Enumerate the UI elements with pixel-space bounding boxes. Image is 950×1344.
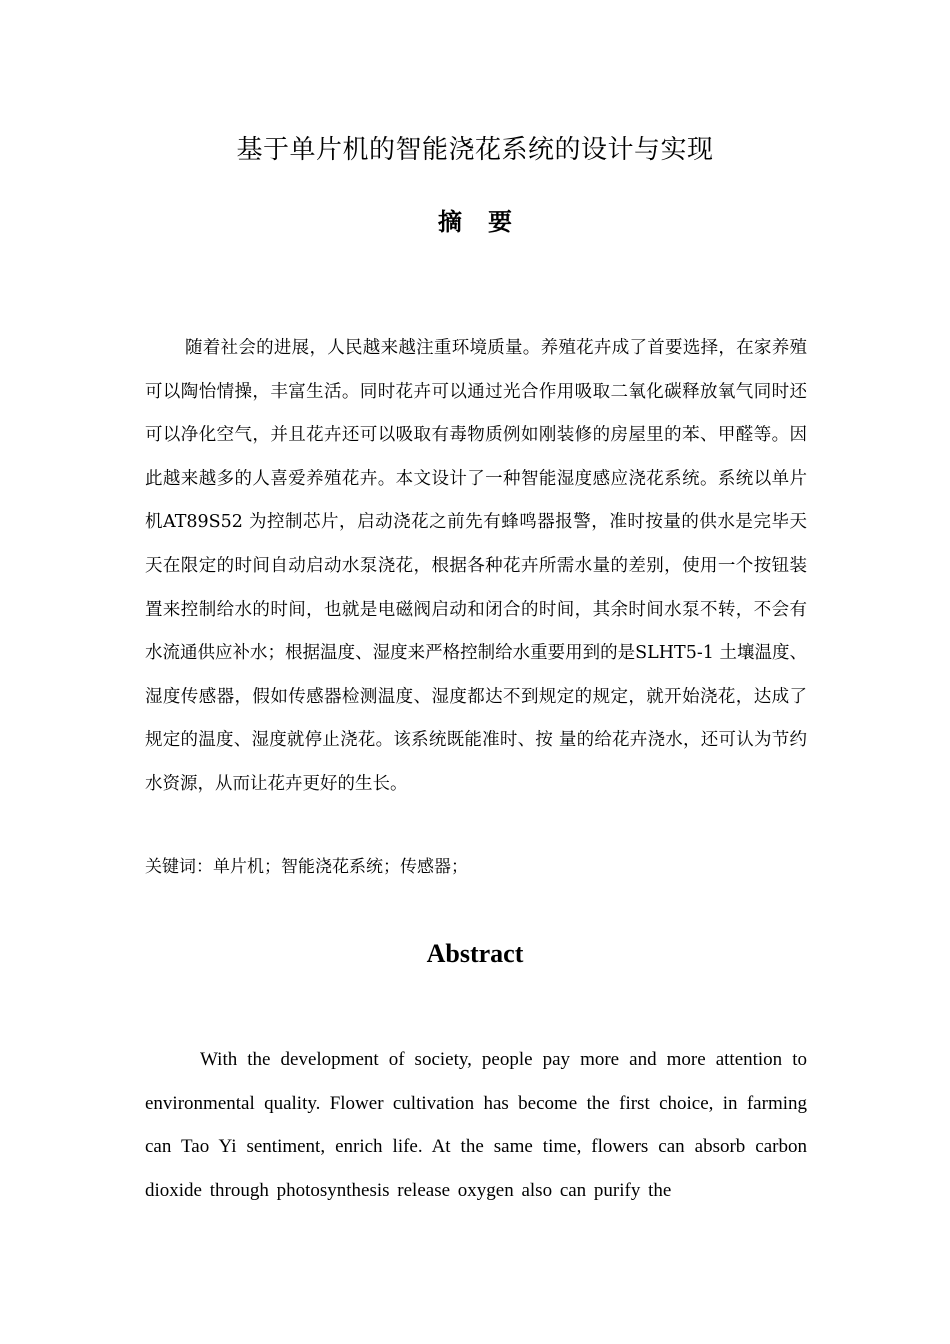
keywords-line [145,852,807,882]
document-title: 基于单片机的智能浇花系统的设计与实现 [236,135,714,165]
abstract-body-en: With the development of society, people pay more and more attention to environmental quality. Flower cultivation has become the first choice, in farming can Tao Yi sentiment, enrich life. At the same time, flowers can absorb carbon dioxide through photosynthesis release oxygen also can purify the [145,1049,807,1201]
abstract-body-cn: 随着社会的进展，人民越来越注重环境质量。养殖花卉成了首要选择，在家养殖可以陶怡情操，丰富生活。同时花卉可以通过光合作用吸取二氧化碳释放氧气同时还可以净化空气，并且花卉还可以吸取有毒物质例如刚装修的房屋里的苯、甲醛等。因此越来越多的人喜爱养殖花卉。本文设计了一种智能湿度感应浇花系统。系统以单片机AT89S52 为控制芯片，启动浇花之前先有蜂鸣器报警，准时按量的供水是完毕天天在限定的时间自动启动水泵浇花，根据各种花卉所需水量的差别，使用一个按钮装置来控制给水的时间，也就是电磁阀启动和闭合的时间，其余时间水泵不转，不会有水流通供应补水；根据温度、湿度来严格控制给水重要用到的是SLHT5-1 土壤温度、湿度传感器，假如传感器检测温度、湿度都达不到规定的规定，就开始浇花，达成了规定的温度、湿度就停止浇花。该系统既能准时、按 量的给花卉浇水，还可认为节约水资源，从而让花卉更好的生长。 [145,338,807,794]
abstract-heading-cn: 摘要 [438,208,538,236]
keywords-text: 单片机；智能浇花系统；传感器； [213,857,468,877]
keywords-label: 关键词： [145,857,213,877]
abstract-heading-en: Abstract [426,939,524,968]
